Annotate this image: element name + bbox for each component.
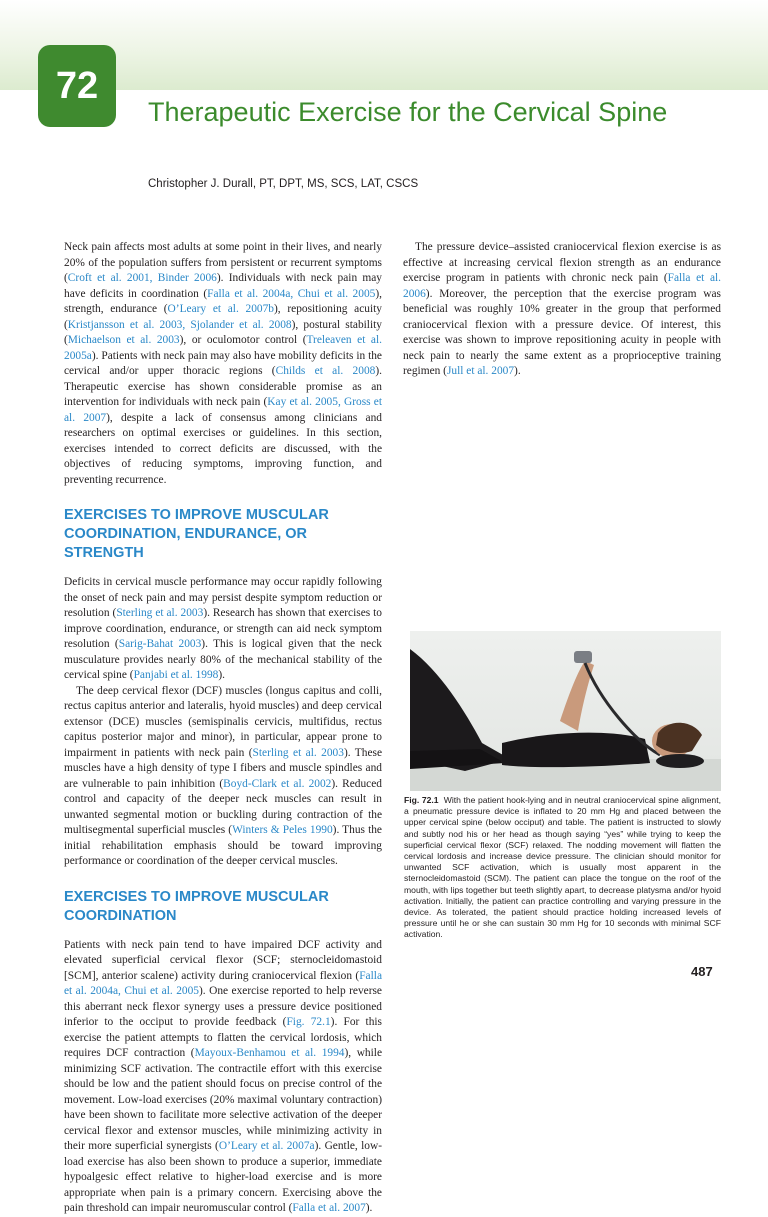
deficits-paragraph: [64, 575, 382, 684]
body-text: Patients with neck pain tend to have impaired DCF activity and elevated superficial cervical flexor (SCF; sternocleidomastoid [SCM], anterior scalene) activity during craniocervical flexion (: [64, 938, 382, 982]
citation-link[interactable]: Kay et al. 2005, Gross et al. 2007: [64, 396, 382, 424]
citation-link[interactable]: Michaelson et al. 2003: [67, 334, 180, 346]
pressure-device-dial: [574, 651, 592, 663]
body-text: ), repositioning acuity (: [64, 303, 382, 331]
body-text: ). Gentle, low-load exercise has also been shown to produce a superior, immediate hypoalgesic effect relative to higher-load exercise and is more appropriate when pain is a primary concern. Exercising above the pain threshold can impair neuromuscular control (: [64, 1140, 383, 1214]
citation-link[interactable]: Jull et al. 2007: [446, 365, 515, 377]
citation-link[interactable]: Falla et al. 2004a, Chui et al. 2005: [64, 969, 382, 997]
body-text: ), postural stability (: [64, 318, 382, 346]
pressure-device-paragraph: [403, 240, 721, 380]
citation-link[interactable]: Panjabi et al. 1998: [133, 669, 219, 681]
citation-link[interactable]: Winters & Peles 1990: [232, 824, 333, 836]
citation-link[interactable]: Mayoux-Benhamou et al. 1994: [194, 1047, 345, 1059]
section-heading-coordination: EXERCISES TO IMPROVE MUSCULAR COORDINATION: [64, 888, 329, 924]
body-text: The deep cervical flexor (DCF) muscles (longus capitus and colli, rectus capitus anterior and lateralis, hyoid muscles) and deep cervical extensor (DCE) muscles (semispinalis cervicis, multifidus, rectus capitus posterior major and minor), in particular, appear prone to impairment in patients with neck pain (: [64, 684, 382, 759]
citation-link[interactable]: Falla et al. 2006: [403, 272, 722, 300]
intro-paragraph: [64, 240, 382, 488]
citation-link[interactable]: Sarig-Bahat 2003: [118, 638, 202, 650]
section-heading-coordination-endurance-strength: EXERCISES TO IMPROVE MUSCULAR COORDINATION, ENDURANCE, OR STRENGTH: [64, 507, 329, 561]
pressure-device-cuff: [656, 754, 704, 768]
patient-photo-illustration: [410, 631, 721, 791]
citation-link[interactable]: O’Leary et al. 2007b: [167, 303, 274, 315]
citation-link[interactable]: Boyd-Clark et al. 2002: [223, 777, 332, 790]
citation-link[interactable]: Croft et al. 2001, Binder 2006: [67, 272, 217, 284]
citation-link[interactable]: Treleaven et al. 2005a: [64, 334, 382, 362]
citation-link[interactable]: Falla et al. 2007: [292, 1202, 366, 1214]
citation-link[interactable]: Falla et al. 2004a, Chui et al. 2005: [207, 287, 376, 300]
right-column: [403, 240, 721, 380]
body-text: ). Research has shown that exercises to improve coordination, endurance, or strength can aid neck symptom resolution (: [64, 607, 383, 650]
body-text: ). One exercise reported to help reverse this aberrant neck flexor synergy uses a pressure device positioned inferior to the occiput to provide feedback (: [64, 985, 382, 1028]
body-text: Neck pain affects most adults at some point in their lives, and nearly 20% of the population suffers from persistent or recurrent symptoms (: [64, 241, 382, 284]
body-text: ).: [365, 1202, 373, 1214]
body-text: ). Individuals with neck pain may have deficits in coordination (: [64, 272, 383, 300]
body-text: ). These muscles have a high density of type I fibers and muscle spindles and are vulnerable to pain inhibition (: [64, 746, 382, 790]
chapter-number-badge: 72: [38, 45, 116, 127]
body-text: ), strength, endurance (: [64, 287, 382, 315]
body-text: ). Moreover, the perception that the exercise program was beneficial was roughly 10% greater in the group that performed craniocervical flexion with a pressure device. Of interest, this exercise was shown to improve repositioning acuity in people with neck pain to nearly the same extent as a proprioceptive training regimen (: [403, 287, 721, 377]
body-text: The pressure device–assisted craniocervical flexion exercise is as effective at increasing cervical flexion strength as an endurance exercise program in patients with chronic neck pain (: [403, 241, 721, 284]
citation-link[interactable]: Kristjansson et al. 2003, Sjolander et al. 2008: [67, 318, 292, 331]
citation-link[interactable]: Sterling et al. 2003: [252, 746, 344, 759]
body-text: ). For this exercise the patient attempts to flatten the cervical lordosis, which requires DCF contraction (: [64, 1016, 382, 1059]
deep-muscles-paragraph: [64, 684, 382, 870]
left-column: [64, 240, 382, 1217]
citation-link[interactable]: Fig. 72.1: [286, 1016, 331, 1028]
body-text: Deficits in cervical muscle performance may occur rapidly following the onset of neck pain and may persist despite symptom reduction or resolution (: [64, 576, 382, 619]
body-text: ), despite a lack of consensus among clinicians and researchers on optimal exercises or guidelines. In this section, exercises intended to correct deficits are discussed, with the objectives of reducing symptoms, improving function, and preventing recurrence.: [64, 411, 382, 486]
figure-label: Fig. 72.1: [404, 795, 439, 805]
body-text: ). Thus the initial rehabilitation emphasis should be toward improving performance or coordination of the deeper cervical muscles.: [64, 824, 382, 867]
citation-link[interactable]: O’Leary et al. 2007a: [218, 1140, 315, 1152]
body-text: ).: [514, 365, 521, 377]
body-text: ), or oculomotor control (: [179, 334, 307, 346]
page-number: 487: [691, 964, 713, 979]
figure-caption: [404, 795, 721, 941]
body-text: ). Therapeutic exercise has shown considerable promise as an intervention for individuals with neck pain (: [64, 365, 382, 408]
figure-caption-text: With the patient hook-lying and in neutral craniocervical spine alignment, a pneumatic pressure device is inflated to 20 mm Hg and placed between the upper cervical spine (below occiput) and table. The patient is instructed to slowly and subtly nod his or her head as though saying “yes” while trying to keep the superficial cervical flexor (SCF) relaxed. The nodding movement will flatten the cervical lordosis and increase device pressure. The clinician should monitor for unwanted SCF activation, which is usually most apparent in the sternocleidomastoid (SCM). The patient can place the tongue on the roof of the mouth, with lips together but teeth slightly apart, to decrease platysma and/or hyoid activation. Initially, the patient can practice controlling and varying pressure in the device. As tolerated, the patient should practice holding increased levels of pressure until he or she can sustain 30 mm Hg for 10 seconds with minimal SCF activation.: [404, 795, 721, 940]
body-text: ). Patients with neck pain may also have mobility deficits in the cervical and/or upper thoracic regions (: [64, 349, 382, 377]
citation-link[interactable]: Childs et al. 2008: [275, 365, 376, 377]
body-text: ).: [218, 669, 226, 681]
body-text: ). Reduced control and capacity of the deeper neck muscles can result in unwanted segmental motion or buckling during contraction of the multisegmental superficial muscles (: [64, 777, 382, 836]
patients-paragraph: [64, 938, 382, 1217]
author-line: Christopher J. Durall, PT, DPT, MS, SCS, LAT, CSCS: [148, 178, 419, 190]
citation-link[interactable]: Sterling et al. 2003: [116, 607, 204, 619]
body-text: ), while minimizing SCF activation. The contractile effort with this exercise should be low and the patient should focus on precise control of the movement. Low-load exercises (20% maximal voluntary contraction) have been shown to facilitate more selective activation of the deeper cervical flexor and extensor muscles, while minimizing activity in their more superficial synergists (: [64, 1047, 383, 1152]
chapter-title: Therapeutic Exercise for the Cervical Spine: [148, 97, 668, 127]
body-text: ). This is logical given that the neck musculature provides nearly 80% of the mechanical stability of the cervical spine (: [64, 638, 382, 681]
figure-72-1-photo: [410, 631, 721, 791]
